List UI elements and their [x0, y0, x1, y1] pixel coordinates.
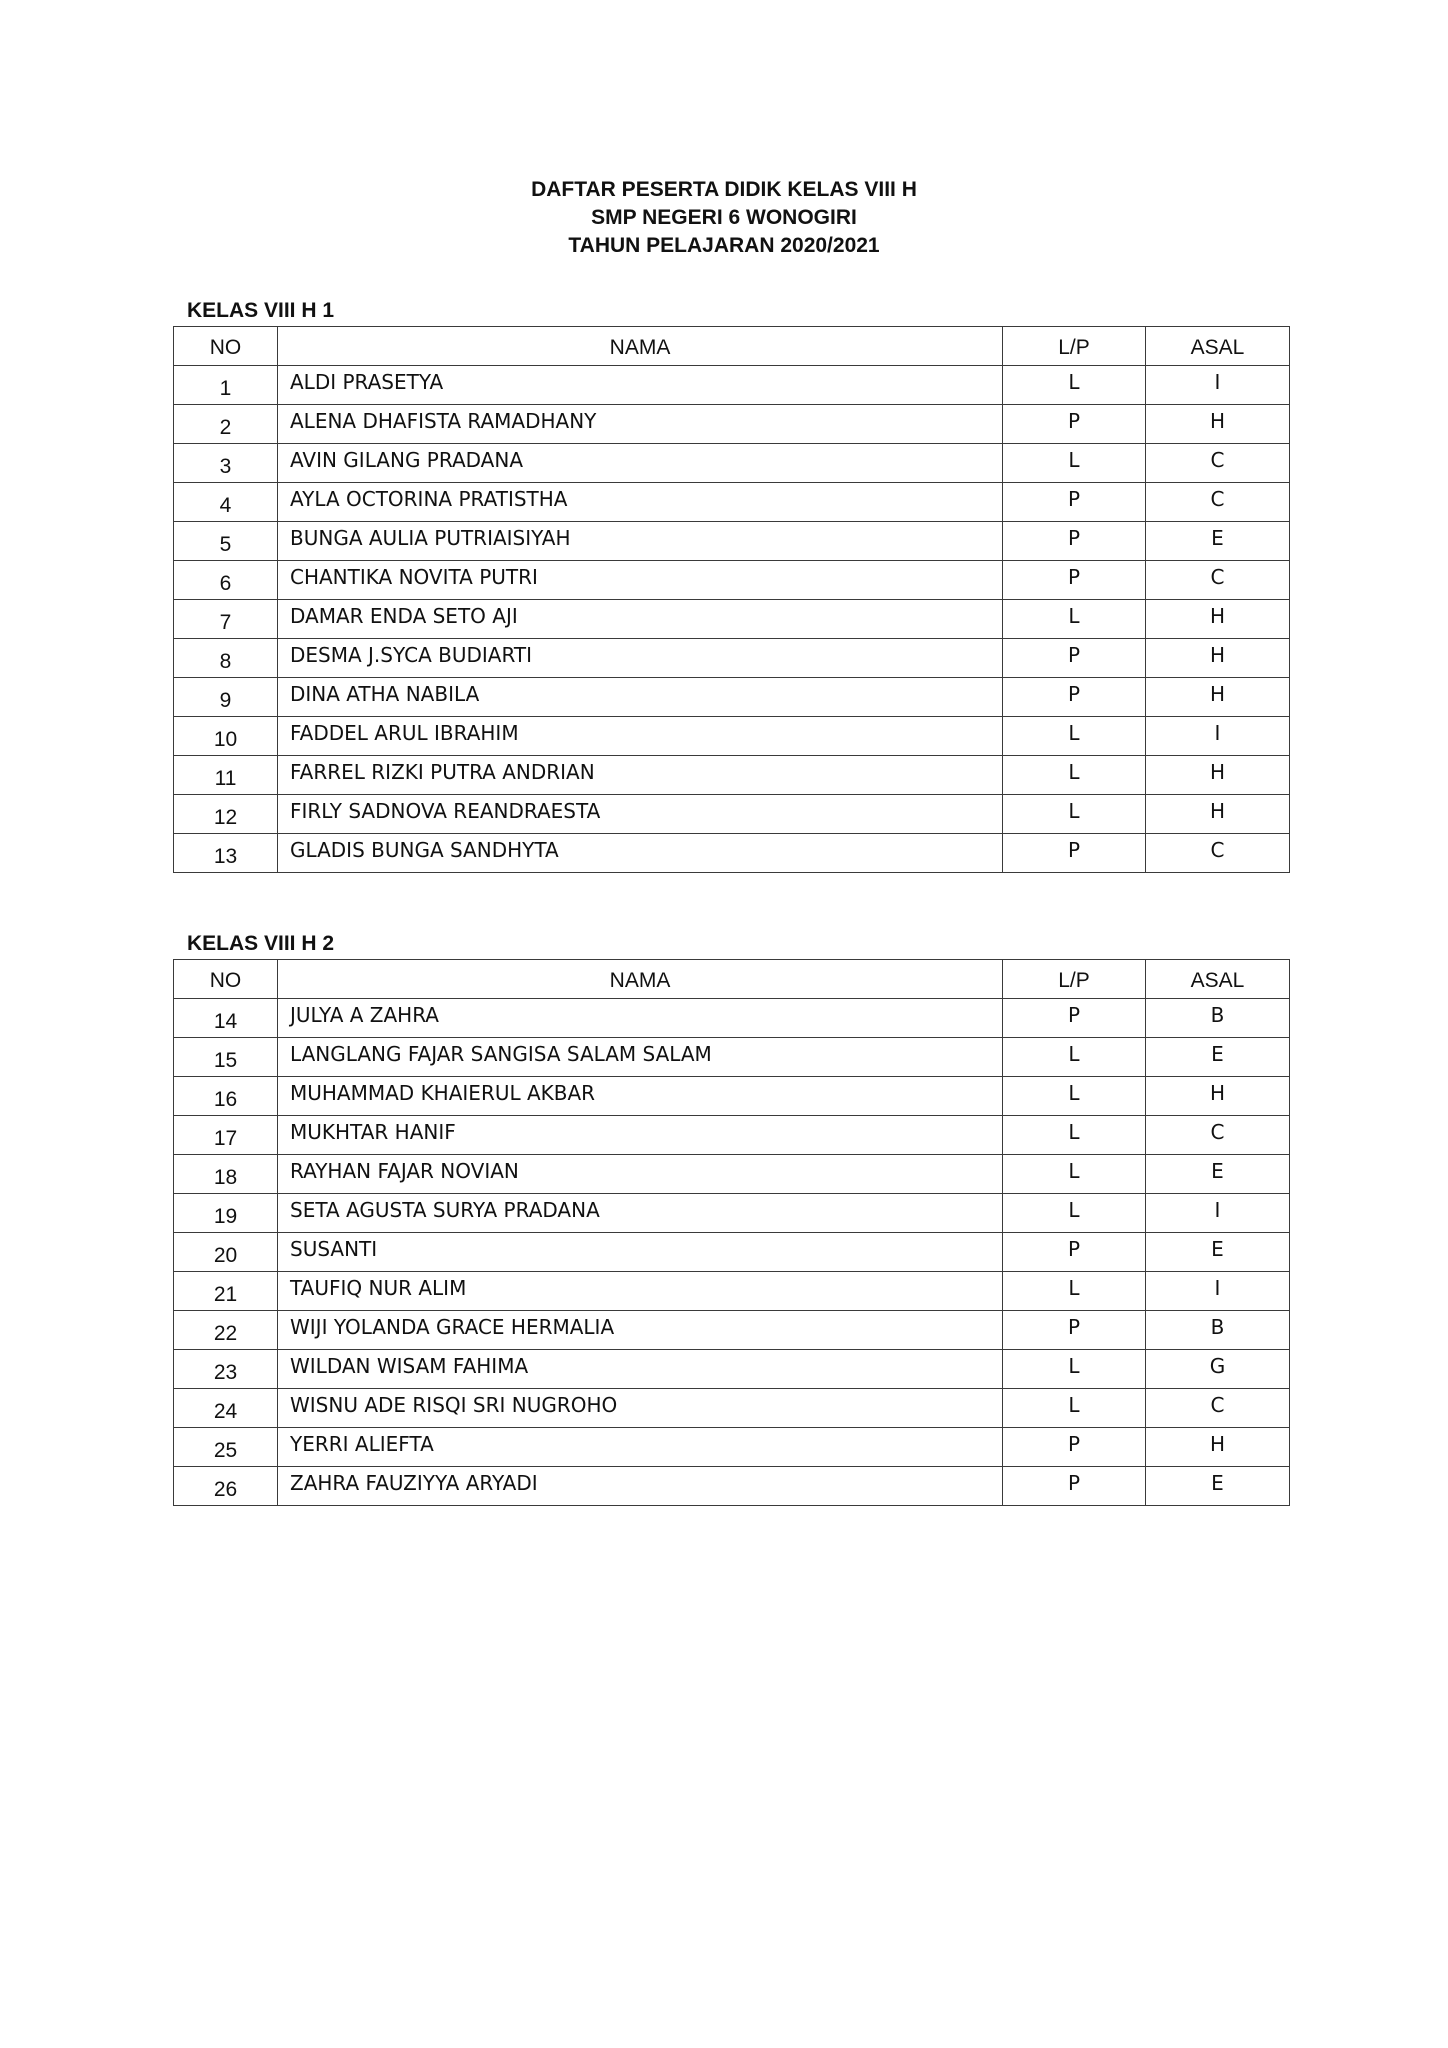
- gender: P: [1003, 678, 1146, 717]
- gender: L: [1003, 756, 1146, 795]
- table-row: [174, 1467, 1290, 1506]
- table-row: [174, 600, 1290, 639]
- gender: L: [1003, 1077, 1146, 1116]
- roster-table-h1: [173, 326, 1290, 873]
- student-name: GLADIS BUNGA SANDHYTA: [278, 834, 1003, 873]
- gender: P: [1003, 1233, 1146, 1272]
- row-number: 22: [174, 1311, 278, 1350]
- student-name: BUNGA AULIA PUTRIAISIYAH: [278, 522, 1003, 561]
- origin: C: [1146, 1389, 1290, 1428]
- table-header-row: [174, 327, 1290, 366]
- column-header-no: NO: [174, 960, 278, 999]
- roster-body-h2: [174, 999, 1290, 1506]
- table-row: [174, 1155, 1290, 1194]
- student-name: AVIN GILANG PRADANA: [278, 444, 1003, 483]
- section-title-h2: KELAS VIII H 2: [187, 932, 335, 955]
- origin: I: [1146, 366, 1290, 405]
- origin: B: [1146, 999, 1290, 1038]
- student-name: ALENA DHAFISTA RAMADHANY: [278, 405, 1003, 444]
- column-header-nama: NAMA: [278, 327, 1003, 366]
- origin: H: [1146, 1077, 1290, 1116]
- table-row: [174, 795, 1290, 834]
- origin: H: [1146, 678, 1290, 717]
- table-row: [174, 366, 1290, 405]
- origin: H: [1146, 795, 1290, 834]
- table-row: [174, 1233, 1290, 1272]
- row-number: 1: [174, 366, 278, 405]
- row-number: 7: [174, 600, 278, 639]
- row-number: 5: [174, 522, 278, 561]
- table-row: [174, 522, 1290, 561]
- origin: I: [1146, 717, 1290, 756]
- origin: E: [1146, 1038, 1290, 1077]
- row-number: 3: [174, 444, 278, 483]
- table-row: [174, 1194, 1290, 1233]
- gender: P: [1003, 483, 1146, 522]
- origin: E: [1146, 522, 1290, 561]
- row-number: 25: [174, 1428, 278, 1467]
- table-row: [174, 1116, 1290, 1155]
- column-header-lp: L/P: [1003, 960, 1146, 999]
- origin: H: [1146, 600, 1290, 639]
- row-number: 20: [174, 1233, 278, 1272]
- student-name: TAUFIQ NUR ALIM: [278, 1272, 1003, 1311]
- gender: L: [1003, 717, 1146, 756]
- row-number: 19: [174, 1194, 278, 1233]
- row-number: 16: [174, 1077, 278, 1116]
- origin: G: [1146, 1350, 1290, 1389]
- gender: L: [1003, 444, 1146, 483]
- gender: P: [1003, 1428, 1146, 1467]
- origin: I: [1146, 1272, 1290, 1311]
- origin: H: [1146, 639, 1290, 678]
- table-row: [174, 1350, 1290, 1389]
- gender: L: [1003, 1155, 1146, 1194]
- gender: L: [1003, 1038, 1146, 1077]
- row-number: 4: [174, 483, 278, 522]
- student-name: SUSANTI: [278, 1233, 1003, 1272]
- origin: C: [1146, 561, 1290, 600]
- student-name: CHANTIKA NOVITA PUTRI: [278, 561, 1003, 600]
- column-header-lp: L/P: [1003, 327, 1146, 366]
- gender: L: [1003, 600, 1146, 639]
- column-header-asal: ASAL: [1146, 960, 1290, 999]
- student-name: FARREL RIZKI PUTRA ANDRIAN: [278, 756, 1003, 795]
- table-row: [174, 1272, 1290, 1311]
- row-number: 13: [174, 834, 278, 873]
- row-number: 10: [174, 717, 278, 756]
- table-row: [174, 999, 1290, 1038]
- student-name: FADDEL ARUL IBRAHIM: [278, 717, 1003, 756]
- gender: L: [1003, 1389, 1146, 1428]
- origin: C: [1146, 1116, 1290, 1155]
- student-name: JULYA A ZAHRA: [278, 999, 1003, 1038]
- table-row: [174, 1428, 1290, 1467]
- gender: P: [1003, 999, 1146, 1038]
- gender: P: [1003, 1311, 1146, 1350]
- column-header-asal: ASAL: [1146, 327, 1290, 366]
- row-number: 26: [174, 1467, 278, 1506]
- table-row: [174, 561, 1290, 600]
- table-row: [174, 1311, 1290, 1350]
- student-name: AYLA OCTORINA PRATISTHA: [278, 483, 1003, 522]
- row-number: 6: [174, 561, 278, 600]
- row-number: 17: [174, 1116, 278, 1155]
- title-line-3: TAHUN PELAJARAN 2020/2021: [568, 234, 880, 257]
- table-header-row: [174, 960, 1290, 999]
- row-number: 11: [174, 756, 278, 795]
- gender: P: [1003, 639, 1146, 678]
- gender: P: [1003, 522, 1146, 561]
- gender: P: [1003, 1467, 1146, 1506]
- origin: I: [1146, 1194, 1290, 1233]
- student-name: DAMAR ENDA SETO AJI: [278, 600, 1003, 639]
- student-name: YERRI ALIEFTA: [278, 1428, 1003, 1467]
- origin: H: [1146, 405, 1290, 444]
- row-number: 14: [174, 999, 278, 1038]
- student-name: LANGLANG FAJAR SANGISA SALAM SALAM: [278, 1038, 1003, 1077]
- row-number: 21: [174, 1272, 278, 1311]
- table-row: [174, 639, 1290, 678]
- row-number: 2: [174, 405, 278, 444]
- table-row: [174, 1389, 1290, 1428]
- student-name: ZAHRA FAUZIYYA ARYADI: [278, 1467, 1003, 1506]
- row-number: 12: [174, 795, 278, 834]
- table-row: [174, 678, 1290, 717]
- table-row: [174, 1038, 1290, 1077]
- section-title-h1: KELAS VIII H 1: [187, 299, 335, 322]
- student-name: RAYHAN FAJAR NOVIAN: [278, 1155, 1003, 1194]
- row-number: 23: [174, 1350, 278, 1389]
- student-name: MUKHTAR HANIF: [278, 1116, 1003, 1155]
- student-name: WILDAN WISAM FAHIMA: [278, 1350, 1003, 1389]
- table-row: [174, 834, 1290, 873]
- student-name: WIJI YOLANDA GRACE HERMALIA: [278, 1311, 1003, 1350]
- table-row: [174, 483, 1290, 522]
- student-name: ALDI PRASETYA: [278, 366, 1003, 405]
- student-name: WISNU ADE RISQI SRI NUGROHO: [278, 1389, 1003, 1428]
- roster-body-h1: [174, 366, 1290, 873]
- origin: E: [1146, 1233, 1290, 1272]
- row-number: 24: [174, 1389, 278, 1428]
- row-number: 8: [174, 639, 278, 678]
- row-number: 18: [174, 1155, 278, 1194]
- gender: L: [1003, 1350, 1146, 1389]
- table-row: [174, 756, 1290, 795]
- gender: P: [1003, 834, 1146, 873]
- student-name: SETA AGUSTA SURYA PRADANA: [278, 1194, 1003, 1233]
- document-title: [0, 176, 1448, 260]
- student-name: DINA ATHA NABILA: [278, 678, 1003, 717]
- origin: E: [1146, 1467, 1290, 1506]
- gender: P: [1003, 405, 1146, 444]
- gender: L: [1003, 1194, 1146, 1233]
- title-line-2: SMP NEGERI 6 WONOGIRI: [591, 206, 857, 229]
- origin: H: [1146, 756, 1290, 795]
- column-header-no: NO: [174, 327, 278, 366]
- origin: E: [1146, 1155, 1290, 1194]
- row-number: 9: [174, 678, 278, 717]
- origin: C: [1146, 444, 1290, 483]
- student-name: MUHAMMAD KHAIERUL AKBAR: [278, 1077, 1003, 1116]
- table-row: [174, 405, 1290, 444]
- gender: L: [1003, 366, 1146, 405]
- student-name: DESMA J.SYCA BUDIARTI: [278, 639, 1003, 678]
- table-row: [174, 1077, 1290, 1116]
- title-line-1: DAFTAR PESERTA DIDIK KELAS VIII H: [531, 178, 917, 201]
- column-header-nama: NAMA: [278, 960, 1003, 999]
- student-name: FIRLY SADNOVA REANDRAESTA: [278, 795, 1003, 834]
- origin: C: [1146, 834, 1290, 873]
- gender: L: [1003, 795, 1146, 834]
- row-number: 15: [174, 1038, 278, 1077]
- origin: H: [1146, 1428, 1290, 1467]
- gender: L: [1003, 1272, 1146, 1311]
- roster-table-h2: [173, 959, 1290, 1506]
- origin: B: [1146, 1311, 1290, 1350]
- gender: L: [1003, 1116, 1146, 1155]
- table-row: [174, 717, 1290, 756]
- table-row: [174, 444, 1290, 483]
- gender: P: [1003, 561, 1146, 600]
- origin: C: [1146, 483, 1290, 522]
